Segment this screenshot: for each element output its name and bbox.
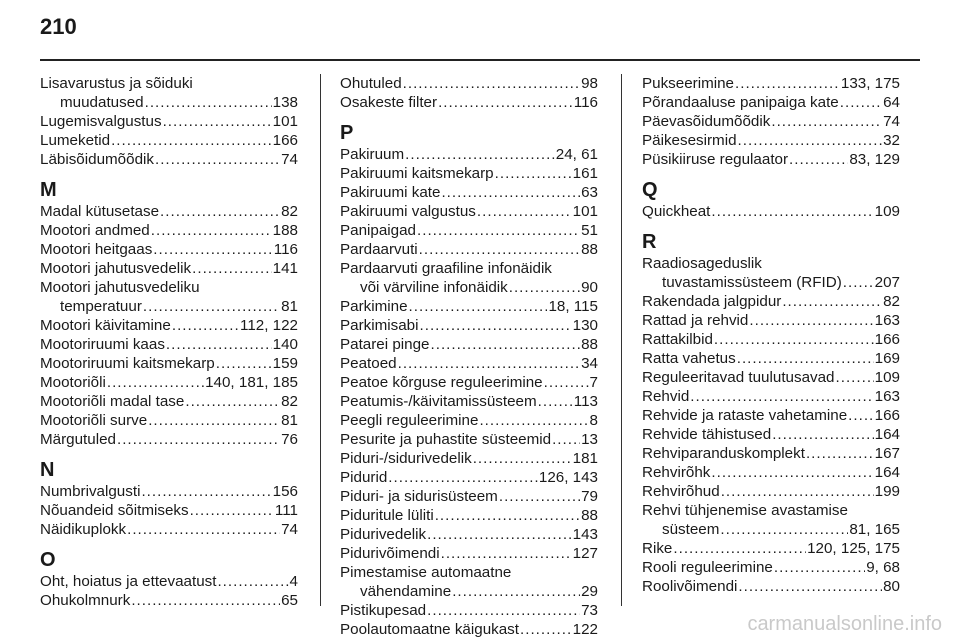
index-entry xyxy=(340,93,598,112)
index-entry xyxy=(340,411,598,430)
index-entry xyxy=(642,349,900,368)
index-term: vähendamine xyxy=(360,583,452,600)
watermark: carmanualsonline.info xyxy=(747,613,942,635)
index-term: temperatuur xyxy=(60,298,142,315)
index-entry xyxy=(340,392,598,411)
section-letter: R xyxy=(642,231,657,253)
index-entry xyxy=(340,202,598,221)
dot-leader xyxy=(711,202,873,221)
dot-leader xyxy=(431,335,581,354)
dot-leader xyxy=(141,482,271,501)
page-reference[interactable]: 76 xyxy=(281,431,298,448)
index-entry xyxy=(40,572,298,591)
page-reference[interactable]: 113 xyxy=(573,393,598,410)
dot-leader xyxy=(427,525,572,544)
index-term: Lugemisvalgustus xyxy=(40,113,162,130)
dot-leader xyxy=(720,520,848,539)
column-divider xyxy=(621,74,622,606)
dot-leader xyxy=(479,411,588,430)
index-entry xyxy=(40,335,298,354)
dot-leader xyxy=(435,506,580,525)
index-term: Lumeketid xyxy=(40,132,111,149)
index-term: Ratta vahetus xyxy=(642,350,736,367)
index-term: Peatoe kõrguse reguleerimine xyxy=(340,374,543,391)
dot-leader xyxy=(117,430,280,449)
index-term: Märgutuled xyxy=(40,431,116,448)
index-term: Nõuandeid sõitmiseks xyxy=(40,502,189,519)
index-term: Päevasõidumõõdik xyxy=(642,113,771,130)
index-entry xyxy=(40,373,298,392)
dot-leader xyxy=(499,487,580,506)
page-reference[interactable]: 159 xyxy=(272,355,298,372)
page-reference[interactable]: 138 xyxy=(272,94,298,111)
index-entry xyxy=(340,145,598,164)
index-entry xyxy=(40,316,298,335)
page-reference[interactable]: 88 xyxy=(581,241,598,258)
page-reference[interactable]: 163 xyxy=(874,388,900,405)
index-entry xyxy=(40,591,298,610)
index-entry xyxy=(642,577,900,596)
dot-leader xyxy=(166,335,272,354)
index-term: Päikesesirmid xyxy=(642,132,737,149)
index-entry xyxy=(642,444,900,463)
index-entry xyxy=(40,430,298,449)
index-term: Mootoriõli madal tase xyxy=(40,393,185,410)
page-reference[interactable]: 7 xyxy=(589,374,598,391)
index-term: Rehvide tähistused xyxy=(642,426,772,443)
dot-leader xyxy=(690,387,873,406)
index-term: Rakendada jalgpidur xyxy=(642,293,782,310)
dot-leader xyxy=(843,273,874,292)
index-term: Rehviparanduskomplekt xyxy=(642,445,805,462)
page-reference[interactable]: 101 xyxy=(572,203,598,220)
dot-leader xyxy=(131,591,280,610)
page-reference[interactable]: 188 xyxy=(272,222,298,239)
index-term: Pakiruumi kaitsmekarp xyxy=(340,165,494,182)
page-reference[interactable]: 74 xyxy=(281,521,298,538)
index-term: Põrandaaluse panipaiga kate xyxy=(642,94,839,111)
section-letter: N xyxy=(40,459,55,481)
page-reference[interactable]: 79 xyxy=(581,488,598,505)
index-term: Rattad ja rehvid xyxy=(642,312,749,329)
dot-leader xyxy=(509,278,580,297)
dot-leader xyxy=(127,520,280,539)
index-term: Pardaarvuti graafiline infonäidik xyxy=(340,260,552,277)
page-reference[interactable]: 181 xyxy=(572,450,598,467)
index-entry xyxy=(340,373,598,392)
index-entry xyxy=(340,544,598,563)
dot-leader xyxy=(782,292,882,311)
index-term: Pimestamise automaatne xyxy=(340,564,512,581)
index-entry xyxy=(340,221,598,240)
dot-leader xyxy=(721,482,874,501)
index-term: Mootori heitgaas xyxy=(40,241,153,258)
index-entry xyxy=(40,501,298,520)
index-entry xyxy=(340,506,598,525)
index-term: Mootori jahutusvedelik xyxy=(40,260,192,277)
page-reference[interactable]: 74 xyxy=(281,151,298,168)
page-reference[interactable]: 34 xyxy=(581,355,598,372)
index-entry xyxy=(340,183,598,202)
index-entry xyxy=(642,463,900,482)
dot-leader xyxy=(420,316,572,335)
index-term: Peatoed xyxy=(340,355,397,372)
dot-leader xyxy=(398,354,581,373)
index-entry xyxy=(642,254,900,292)
index-term: Oht, hoiatus ja ettevaatust xyxy=(40,573,217,590)
index-entry xyxy=(340,620,598,639)
index-entry xyxy=(340,335,598,354)
index-entry xyxy=(340,240,598,259)
dot-leader xyxy=(172,316,239,335)
page-reference[interactable]: 32 xyxy=(883,132,900,149)
page-reference[interactable]: 63 xyxy=(581,184,598,201)
dot-leader xyxy=(714,330,874,349)
index-term: Pakiruumi kate xyxy=(340,184,441,201)
index-entry xyxy=(340,74,598,93)
index-entry xyxy=(340,487,598,506)
dot-leader xyxy=(789,150,848,169)
index-entry xyxy=(40,259,298,278)
index-entry xyxy=(642,425,900,444)
index-term: Rehvide ja rataste vahetamine xyxy=(642,407,848,424)
page-reference[interactable]: 120, 125, 175 xyxy=(807,540,900,557)
index-term: Raadiosageduslik xyxy=(642,255,762,272)
page-reference[interactable]: 164 xyxy=(874,426,900,443)
index-term: Mootori jahutusvedeliku xyxy=(40,279,200,296)
dot-leader xyxy=(477,202,572,221)
index-term: Lisavarustus ja sõiduki xyxy=(40,75,193,92)
dot-leader xyxy=(738,577,882,596)
index-term: Pistikupesad xyxy=(340,602,427,619)
index-entry xyxy=(642,368,900,387)
page-reference[interactable]: 64 xyxy=(883,94,900,111)
index-term: Parkimisabi xyxy=(340,317,419,334)
dot-leader xyxy=(441,544,572,563)
index-term: Piduri- ja sidurisüsteem xyxy=(340,488,498,505)
index-term: Madal kütusetase xyxy=(40,203,160,220)
page-reference[interactable]: 81, 165 xyxy=(849,521,900,538)
page-reference[interactable]: 80 xyxy=(883,578,900,595)
column-divider xyxy=(320,74,321,606)
dot-leader xyxy=(452,582,580,601)
page-reference[interactable]: 82 xyxy=(281,203,298,220)
index-term: Pardaarvuti xyxy=(340,241,418,258)
page-reference[interactable]: 164 xyxy=(874,464,900,481)
page-reference[interactable]: 13 xyxy=(581,431,598,448)
dot-leader xyxy=(107,373,204,392)
index-term: Püsikiiruse regulaator xyxy=(642,151,789,168)
page-reference[interactable]: 109 xyxy=(874,369,900,386)
index-term: muudatused xyxy=(60,94,144,111)
section-letter: Q xyxy=(642,179,658,201)
index-term: Quickheat xyxy=(642,203,711,220)
index-term: Rattakilbid xyxy=(642,331,713,348)
dot-leader xyxy=(737,349,874,368)
index-term: Pidurivõimendi xyxy=(340,545,440,562)
index-term: Pidurid xyxy=(340,469,388,486)
dot-leader xyxy=(155,150,280,169)
page-reference[interactable]: 116 xyxy=(273,241,298,258)
index-entry xyxy=(642,93,900,112)
index-term: Osakeste filter xyxy=(340,94,438,111)
page-reference[interactable]: 161 xyxy=(572,165,598,182)
index-entry xyxy=(642,311,900,330)
index-term: Pakiruum xyxy=(340,146,405,163)
page-reference[interactable]: 9, 68 xyxy=(866,559,900,576)
dot-leader xyxy=(417,221,580,240)
page-reference[interactable]: 18, 115 xyxy=(548,298,598,315)
page-reference[interactable]: 166 xyxy=(874,331,900,348)
index-term: Poolautomaatne käigukast xyxy=(340,621,519,638)
page-reference[interactable]: 98 xyxy=(581,75,598,92)
dot-leader xyxy=(552,430,580,449)
dot-leader xyxy=(216,354,272,373)
page-reference[interactable]: 133, 175 xyxy=(840,75,900,92)
index-term: Ohutuled xyxy=(340,75,402,92)
dot-leader xyxy=(441,183,580,202)
index-entry xyxy=(340,525,598,544)
page-reference[interactable]: 24, 61 xyxy=(555,146,598,163)
dot-leader xyxy=(840,93,882,112)
index-column-2 xyxy=(340,74,598,639)
index-term: Peatumis-/käivitamissüsteem xyxy=(340,393,537,410)
page-reference[interactable]: 109 xyxy=(874,203,900,220)
index-term: Mootoriruumi kaitsmekarp xyxy=(40,355,215,372)
page-reference[interactable]: 112, 122 xyxy=(240,317,298,334)
index-term: Näidikuplokk xyxy=(40,521,127,538)
page-reference[interactable]: 141 xyxy=(272,260,298,277)
dot-leader xyxy=(438,93,573,112)
index-term: Rooli reguleerimine xyxy=(642,559,773,576)
index-term: Mootoriõli xyxy=(40,374,106,391)
index-term: Pukseerimine xyxy=(642,75,735,92)
page-reference[interactable]: 127 xyxy=(572,545,598,562)
dot-leader xyxy=(749,311,873,330)
index-entry xyxy=(642,558,900,577)
index-term: Patarei pinge xyxy=(340,336,430,353)
dot-leader xyxy=(151,221,272,240)
index-entry xyxy=(40,221,298,240)
index-entry xyxy=(642,202,900,221)
index-entry xyxy=(40,411,298,430)
index-term: või värviline infonäidik xyxy=(360,279,508,296)
index-entry xyxy=(642,501,900,539)
index-term: tuvastamissüsteem (RFID) xyxy=(662,274,842,291)
dot-leader xyxy=(495,164,572,183)
index-term: Rike xyxy=(642,540,673,557)
index-term: Pakiruumi valgustus xyxy=(340,203,476,220)
section-letter: P xyxy=(340,122,354,144)
index-entry xyxy=(40,392,298,411)
index-term: Peegli reguleerimine xyxy=(340,412,479,429)
dot-leader xyxy=(806,444,874,463)
page-reference[interactable]: 140 xyxy=(272,336,298,353)
dot-leader xyxy=(520,620,572,639)
index-entry xyxy=(642,150,900,169)
index-term: Panipaigad xyxy=(340,222,417,239)
dot-leader xyxy=(143,297,280,316)
page-reference[interactable]: 88 xyxy=(581,336,598,353)
dot-leader xyxy=(190,501,274,520)
index-entry xyxy=(40,482,298,501)
index-entry xyxy=(340,297,598,316)
page-reference[interactable]: 166 xyxy=(272,132,298,149)
index-term: Rehvirõhud xyxy=(642,483,720,500)
dot-leader xyxy=(160,202,280,221)
page-reference[interactable]: 207 xyxy=(874,274,900,291)
index-term: Rehvi tühjenemise avastamise xyxy=(642,502,848,519)
page-reference[interactable]: 51 xyxy=(581,222,598,239)
index-term: Rehvirõhk xyxy=(642,464,711,481)
index-term: Läbisõidumõõdik xyxy=(40,151,154,168)
dot-leader xyxy=(409,297,548,316)
page-reference[interactable]: 65 xyxy=(281,592,298,609)
dot-leader xyxy=(153,240,272,259)
index-entry xyxy=(642,74,900,93)
index-term: Rehvid xyxy=(642,388,690,405)
dot-leader xyxy=(145,93,272,112)
index-term: Numbrivalgusti xyxy=(40,483,141,500)
index-entry xyxy=(642,406,900,425)
index-entry xyxy=(40,278,298,316)
page-reference[interactable]: 163 xyxy=(874,312,900,329)
index-entry xyxy=(340,259,598,297)
dot-leader xyxy=(388,468,538,487)
index-entry xyxy=(340,164,598,183)
index-term: Piduritule lüliti xyxy=(340,507,434,524)
page-reference[interactable]: 130 xyxy=(572,317,598,334)
index-entry xyxy=(340,316,598,335)
index-entry xyxy=(40,131,298,150)
dot-leader xyxy=(185,392,280,411)
dot-leader xyxy=(163,112,272,131)
dot-leader xyxy=(544,373,589,392)
page-reference[interactable]: 122 xyxy=(572,621,598,638)
index-entry xyxy=(642,482,900,501)
page-reference[interactable]: 88 xyxy=(581,507,598,524)
page-reference[interactable]: 116 xyxy=(573,94,598,111)
index-term: Pidurivedelik xyxy=(340,526,427,543)
page-reference[interactable]: 81 xyxy=(281,412,298,429)
index-entry xyxy=(40,74,298,112)
dot-leader xyxy=(217,572,288,591)
dot-leader xyxy=(711,463,873,482)
page-number: 210 xyxy=(40,14,77,39)
index-entry xyxy=(340,601,598,620)
page-reference[interactable]: 74 xyxy=(883,113,900,130)
index-entry xyxy=(642,387,900,406)
dot-leader xyxy=(836,368,874,387)
page-reference[interactable]: 126, 143 xyxy=(538,469,598,486)
index-term: Reguleeritavad tuulutusavad xyxy=(642,369,835,386)
dot-leader xyxy=(419,240,580,259)
dot-leader xyxy=(673,539,806,558)
index-entry xyxy=(340,563,598,601)
dot-leader xyxy=(774,558,865,577)
index-term: Roolivõimendi xyxy=(642,578,738,595)
dot-leader xyxy=(111,131,272,150)
dot-leader xyxy=(735,74,840,93)
index-term: Piduri-/sidurivedelik xyxy=(340,450,472,467)
dot-leader xyxy=(538,392,573,411)
page-reference[interactable]: 111 xyxy=(274,502,298,519)
index-entry xyxy=(340,430,598,449)
page-reference[interactable]: 156 xyxy=(272,483,298,500)
index-term: Ohukolmnurk xyxy=(40,592,131,609)
index-term: Parkimine xyxy=(340,298,408,315)
dot-leader xyxy=(738,131,883,150)
index-entry xyxy=(642,330,900,349)
page-reference[interactable]: 199 xyxy=(874,483,900,500)
index-entry xyxy=(40,150,298,169)
page-reference[interactable]: 101 xyxy=(272,113,298,130)
page-reference[interactable]: 73 xyxy=(581,602,598,619)
page-reference[interactable]: 81 xyxy=(281,298,298,315)
dot-leader xyxy=(772,425,873,444)
index-term: Mootori andmed xyxy=(40,222,150,239)
dot-leader xyxy=(848,406,874,425)
index-entry xyxy=(340,449,598,468)
index-entry xyxy=(40,202,298,221)
section-letter: M xyxy=(40,179,57,201)
index-entry xyxy=(40,520,298,539)
index-term: Mootoriõli surve xyxy=(40,412,148,429)
index-entry xyxy=(642,112,900,131)
dot-leader xyxy=(403,74,580,93)
index-column-1 xyxy=(40,74,298,610)
index-entry xyxy=(642,292,900,311)
index-column-3 xyxy=(642,74,900,596)
index-entry xyxy=(40,240,298,259)
section-letter: O xyxy=(40,549,56,571)
index-term: Pesurite ja puhastite süsteemid xyxy=(340,431,552,448)
header-rule xyxy=(40,59,920,61)
index-entry xyxy=(40,112,298,131)
dot-leader xyxy=(771,112,882,131)
page-reference[interactable]: 4 xyxy=(289,573,298,590)
dot-leader xyxy=(148,411,280,430)
index-term: süsteem xyxy=(662,521,720,538)
dot-leader xyxy=(192,259,272,278)
page-reference[interactable]: 140, 181, 185 xyxy=(205,374,298,391)
dot-leader xyxy=(427,601,580,620)
page-reference[interactable]: 169 xyxy=(874,350,900,367)
dot-leader xyxy=(473,449,572,468)
index-term: Mootori käivitamine xyxy=(40,317,171,334)
page-reference[interactable]: 90 xyxy=(581,279,598,296)
page-reference[interactable]: 167 xyxy=(874,445,900,462)
index-term: Mootoriruumi kaas xyxy=(40,336,165,353)
dot-leader xyxy=(405,145,555,164)
page-reference[interactable]: 83, 129 xyxy=(849,151,900,168)
index-entry xyxy=(340,468,598,487)
page-reference[interactable]: 29 xyxy=(581,583,598,600)
index-entry xyxy=(40,354,298,373)
page-reference[interactable]: 143 xyxy=(572,526,598,543)
page-reference[interactable]: 8 xyxy=(589,412,598,429)
index-entry xyxy=(642,131,900,150)
index-entry xyxy=(642,539,900,558)
index-entry xyxy=(340,354,598,373)
page-reference[interactable]: 82 xyxy=(281,393,298,410)
page-reference[interactable]: 166 xyxy=(874,407,900,424)
page-reference[interactable]: 82 xyxy=(883,293,900,310)
